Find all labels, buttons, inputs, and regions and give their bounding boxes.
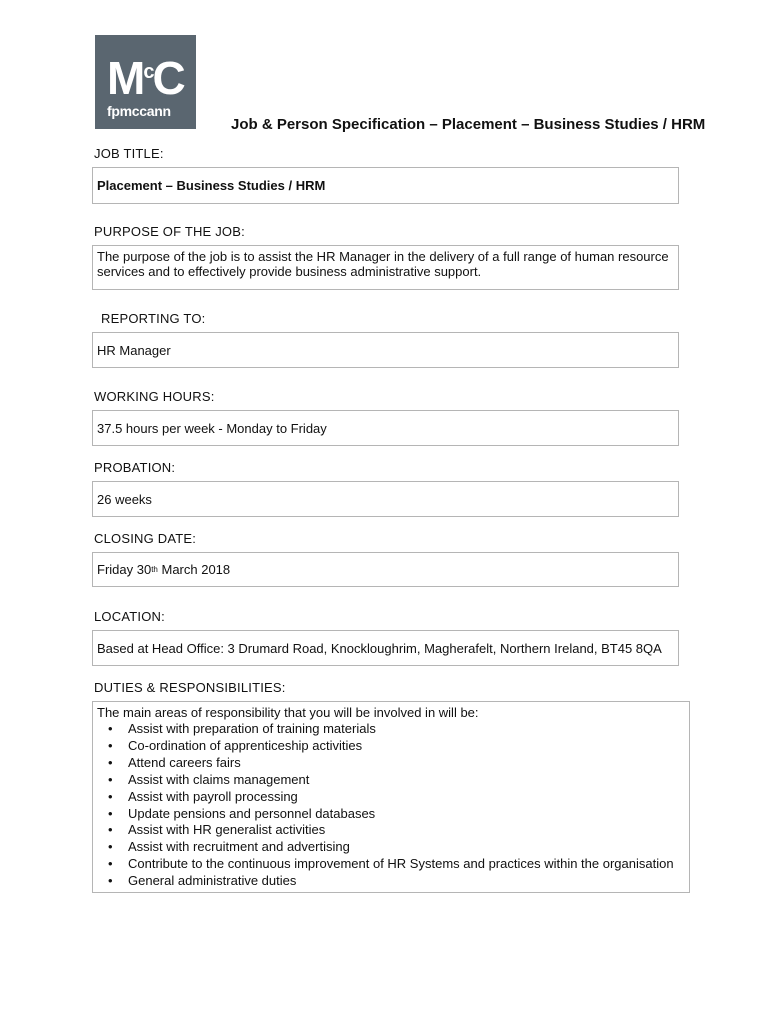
duties-list xyxy=(97,721,685,890)
logo-text: fpmccann xyxy=(107,103,171,119)
list-item: • Update pensions and personnel databases xyxy=(108,805,376,821)
list-item: • Assist with claims management xyxy=(108,771,310,787)
duties-label: DUTIES & RESPONSIBILITIES: xyxy=(94,680,286,695)
probation-value: 26 weeks xyxy=(92,481,679,517)
list-item: • Co-ordination of apprenticeship activities xyxy=(108,737,363,753)
location-value: Based at Head Office: 3 Drumard Road, Knockloughrim, Magherafelt, Northern Ireland, BT45 8QA xyxy=(92,630,679,666)
company-logo xyxy=(95,35,196,129)
job-title-label: JOB TITLE: xyxy=(94,146,164,161)
list-item: • Attend careers fairs xyxy=(108,754,241,770)
reporting-value: HR Manager xyxy=(92,332,679,368)
closing-date-value: Friday 30 th March 2018 xyxy=(92,552,679,587)
list-item: • Assist with HR generalist activities xyxy=(108,822,326,838)
list-item: • Assist with recruitment and advertising xyxy=(108,839,350,855)
purpose-label: PURPOSE OF THE JOB: xyxy=(94,224,245,239)
list-item: • Contribute to the continuous improvement of HR Systems and practices within the organisation xyxy=(108,856,674,872)
location-label: LOCATION: xyxy=(94,609,165,624)
closing-date-label: CLOSING DATE: xyxy=(94,531,197,546)
document-title: Job & Person Specification – Placement – Business Studies / HRM xyxy=(231,116,706,133)
logo-mark: M $^c$C xyxy=(107,52,182,104)
purpose-value: The purpose of the job is to assist the HR Manager in the delivery of a full range of human resource services and to effectively provide business administrative support. xyxy=(92,245,679,290)
duties-intro: The main areas of responsibility that you will be involved in will be: xyxy=(97,705,479,720)
reporting-label: REPORTING TO: xyxy=(101,311,206,326)
list-item: • General administrative duties xyxy=(108,873,297,889)
working-hours-value: 37.5 hours per week - Monday to Friday xyxy=(92,410,679,446)
list-item: • Assist with preparation of training materials xyxy=(108,721,376,736)
job-title-value: Placement – Business Studies / HRM xyxy=(92,167,679,204)
working-hours-label: WORKING HOURS: xyxy=(94,389,215,404)
probation-label: PROBATION: xyxy=(94,460,176,475)
duties-box xyxy=(92,701,690,893)
list-item: • Assist with payroll processing xyxy=(108,788,298,804)
